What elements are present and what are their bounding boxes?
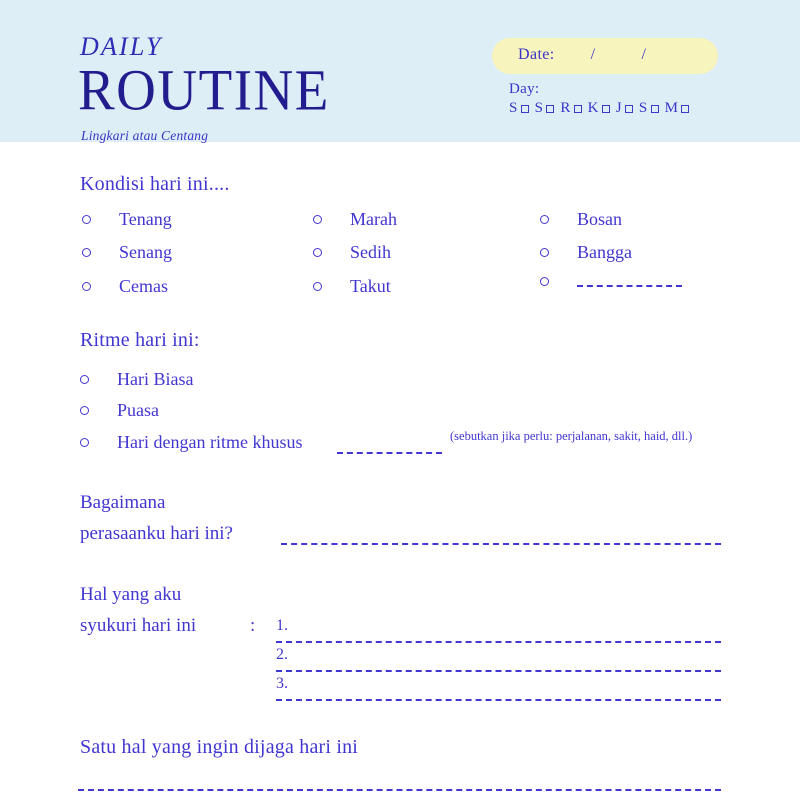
radio-circle-icon[interactable]: [540, 277, 549, 286]
feeling-question-line2: perasaanku hari ini?: [80, 523, 233, 544]
checkbox-icon[interactable]: [602, 105, 610, 113]
mood-option-label: Bosan: [577, 209, 622, 229]
day-item-jumat[interactable]: [616, 100, 633, 117]
mood-option-label: Marah: [350, 209, 397, 229]
day-letter: M: [664, 100, 679, 116]
rhythm-note: (sebutkan jika perlu: perjalanan, sakit, haid, dll.): [450, 429, 693, 443]
rhythm-option-label: Puasa: [117, 400, 159, 420]
radio-circle-icon[interactable]: [82, 248, 91, 257]
radio-circle-icon[interactable]: [313, 282, 322, 291]
day-item-selasa[interactable]: [535, 100, 555, 117]
brand-title-daily: DAILY: [80, 32, 163, 61]
day-selector: [509, 81, 695, 117]
day-letter: J: [615, 100, 622, 116]
radio-circle-icon[interactable]: [80, 406, 89, 415]
gratitude-number-1: 1.: [276, 617, 288, 634]
checkbox-icon[interactable]: [574, 105, 582, 113]
date-separator-2: /: [641, 46, 647, 63]
gratitude-number-2: 2.: [276, 646, 288, 663]
brand-block: [78, 34, 418, 144]
radio-circle-icon[interactable]: [313, 215, 322, 224]
date-label: Date:: [518, 46, 555, 63]
mood-option-label: Tenang: [119, 209, 172, 229]
radio-circle-icon[interactable]: [80, 438, 89, 447]
mood-option-cemas[interactable]: [82, 276, 168, 297]
mood-option-takut[interactable]: [313, 276, 391, 297]
day-item-minggu[interactable]: [665, 100, 690, 117]
rhythm-option-hari-biasa[interactable]: [80, 369, 193, 390]
intention-answer-line[interactable]: [78, 789, 721, 791]
gratitude-colon: :: [250, 615, 256, 636]
checkbox-icon[interactable]: [521, 105, 529, 113]
radio-circle-icon[interactable]: [313, 248, 322, 257]
mood-option-marah[interactable]: [313, 209, 397, 230]
day-item-senin[interactable]: [509, 100, 529, 117]
mood-option-label: Sedih: [350, 242, 392, 262]
gratitude-input-line-3[interactable]: [276, 699, 721, 701]
day-letter: S: [509, 100, 518, 116]
day-item-kamis[interactable]: [588, 100, 610, 117]
gratitude-question-line1: Hal yang aku: [80, 584, 182, 605]
mood-option-label: Bangga: [577, 242, 632, 262]
mood-option-bangga[interactable]: [540, 242, 632, 263]
date-field-inner: [518, 46, 646, 64]
mood-option-label: Takut: [350, 276, 391, 296]
day-letter: K: [587, 100, 599, 116]
rhythm-option-puasa[interactable]: [80, 400, 159, 421]
checkbox-icon[interactable]: [651, 105, 659, 113]
feeling-answer-line[interactable]: [281, 543, 721, 545]
checkbox-icon[interactable]: [625, 105, 633, 113]
day-item-sabtu[interactable]: [639, 100, 659, 117]
mood-option-custom-input[interactable]: [577, 276, 682, 287]
mood-option-custom[interactable]: [540, 276, 682, 287]
radio-circle-icon[interactable]: [540, 215, 549, 224]
day-label: Day:: [509, 81, 540, 97]
day-item-rabu[interactable]: [560, 100, 581, 117]
day-letter: S: [534, 100, 544, 116]
rhythm-custom-input-line[interactable]: [337, 452, 442, 454]
rhythm-option-khusus[interactable]: [80, 432, 302, 453]
checkbox-icon[interactable]: [681, 105, 689, 113]
radio-circle-icon[interactable]: [540, 248, 549, 257]
date-separator-1: /: [590, 46, 596, 63]
radio-circle-icon[interactable]: [82, 215, 91, 224]
brand-title-routine: ROUTINE: [78, 57, 330, 123]
day-checkbox-row: [509, 100, 695, 117]
rhythm-option-label: Hari Biasa: [117, 369, 194, 389]
mood-section-title: Kondisi hari ini....: [80, 173, 230, 195]
intention-section-title: Satu hal yang ingin dijaga hari ini: [80, 736, 359, 758]
radio-circle-icon[interactable]: [80, 375, 89, 384]
mood-option-label: Senang: [119, 242, 172, 262]
rhythm-option-label: Hari dengan ritme khusus: [117, 432, 303, 452]
mood-option-label: Cemas: [119, 276, 168, 296]
gratitude-question-line2: syukuri hari ini: [80, 615, 197, 636]
gratitude-input-line-2[interactable]: [276, 670, 721, 672]
date-field-pill[interactable]: [492, 38, 718, 74]
mood-option-bosan[interactable]: [540, 209, 622, 230]
day-letter: R: [560, 100, 571, 116]
mood-option-tenang[interactable]: [82, 209, 172, 230]
brand-subtitle: Lingkari atau Centang: [81, 127, 209, 143]
mood-option-senang[interactable]: [82, 242, 172, 263]
radio-circle-icon[interactable]: [82, 282, 91, 291]
day-letter: S: [638, 100, 648, 116]
gratitude-input-line-1[interactable]: [276, 641, 721, 643]
rhythm-section-title: Ritme hari ini:: [80, 329, 200, 351]
feeling-question-line1: Bagaimana: [80, 492, 166, 513]
checkbox-icon[interactable]: [546, 105, 554, 113]
gratitude-number-3: 3.: [276, 675, 288, 692]
mood-option-sedih[interactable]: [313, 242, 391, 263]
